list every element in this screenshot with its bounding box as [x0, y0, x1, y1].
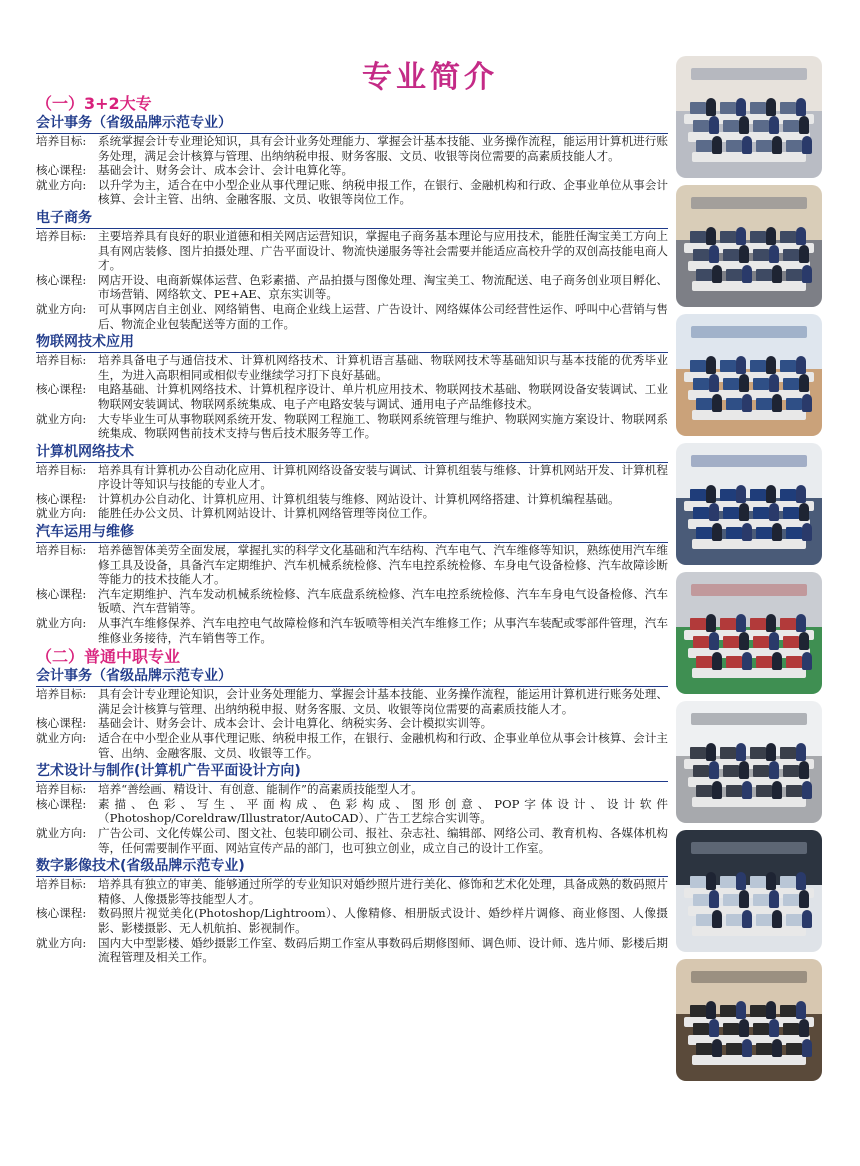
content-column: [36, 94, 668, 967]
info-row: [36, 463, 668, 492]
photo-person: [709, 503, 719, 521]
photo-monitor: [783, 636, 799, 648]
photo-monitor: [780, 360, 796, 372]
photo-monitor: [720, 360, 736, 372]
row-text: 电路基础、计算机网络技术、计算机程序设计、单片机应用技术、物联网技术基础、物联网设备安装调试、工业物联网安装调试、物联网系统集成、电子产电路安装与调试、通用电子产品维修技术。: [98, 382, 668, 411]
photo-monitor: [696, 140, 712, 152]
row-label: 就业方向:: [36, 301, 87, 316]
photo-monitor: [756, 527, 772, 539]
info-row: [36, 163, 668, 178]
photo-person: [739, 761, 749, 779]
photo-monitor: [690, 102, 706, 114]
major-heading: 会计事务（省级品牌示范专业）: [36, 114, 668, 134]
photo-banner: [691, 326, 808, 338]
photo-column: [676, 56, 822, 1088]
photo-banner: [691, 842, 808, 854]
row-text: 培养具有独立的审美、能够通过所学的专业知识对婚纱照片进行美化、修饰和艺术化处理，具备成熟的数码照片精修、人像摄影等技能型人才。: [98, 877, 668, 906]
photo-person: [772, 136, 782, 154]
photo-monitor: [690, 876, 706, 888]
photo-person: [709, 116, 719, 134]
photo-monitor: [690, 618, 706, 630]
photo-monitor: [720, 1005, 736, 1017]
photo-monitor: [786, 398, 802, 410]
major-heading: 物联网技术应用: [36, 333, 668, 353]
photo-person: [796, 356, 806, 374]
photo-monitor: [723, 507, 739, 519]
photo-person: [799, 503, 809, 521]
row-label: 培养目标:: [36, 134, 87, 148]
major-heading: 会计事务（省级品牌示范专业）: [36, 667, 668, 687]
photo-monitor: [726, 140, 742, 152]
photo-monitor: [723, 636, 739, 648]
row-text: 数码照片视觉美化(Photoshop/Lightroom）、人像精修、相册版式设计、婚纱样片调修、商业修图、人像摄影、影楼摄影、无人机航拍、影视制作。: [98, 906, 668, 935]
photo-monitor: [753, 378, 769, 390]
photo-monitor: [693, 636, 709, 648]
photo-person: [799, 632, 809, 650]
info-row: [36, 687, 668, 716]
photo-banner: [691, 584, 808, 596]
info-row: [36, 731, 668, 760]
photo-person: [772, 1039, 782, 1057]
info-row: [36, 492, 668, 507]
photo-monitor: [720, 747, 736, 759]
page-title: 专业简介: [362, 60, 498, 95]
photo-person: [712, 523, 722, 541]
info-row: [36, 877, 668, 906]
row-label: 核心课程:: [36, 796, 87, 811]
photo-person: [712, 1039, 722, 1057]
photo-monitor: [780, 489, 796, 501]
info-row: [36, 178, 668, 207]
photo-person: [736, 227, 746, 245]
info-row: [36, 797, 668, 826]
row-text: 从事汽车维修保养、汽车电控电气故障检修和汽车钣喷等相关汽车维修工作；从事汽车装配或零部件管理，汽车维修业务接待，汽车销售等工作。: [98, 616, 668, 645]
row-label: 核心课程:: [36, 163, 87, 178]
photo-monitor: [696, 1043, 712, 1055]
photo-person: [766, 614, 776, 632]
photo-monitor: [693, 249, 709, 261]
info-row: [36, 587, 668, 616]
photo-monitor: [720, 876, 736, 888]
photo-person: [712, 910, 722, 928]
photo-person: [769, 245, 779, 263]
row-text: 计算机办公自动化、计算机应用、计算机组装与维修、网站设计、计算机网络搭建、计算机编程基础。: [98, 491, 620, 506]
major-heading: 艺术设计与制作(计算机广告平面设计方向): [36, 762, 668, 782]
photo-monitor: [696, 398, 712, 410]
network-lab-photo-icon: [676, 443, 822, 565]
photo-monitor: [750, 489, 766, 501]
row-text: 主要培养具有良好的职业道德和相关网店运营知识，掌握电子商务基本理论与应用技术，能胜任淘宝美工方向上具有网店装修、图片拍摄处理、广告平面设计、物流快递服务等社会需要并能适应高校升学的双创高技能电商人才。: [98, 228, 668, 273]
photo-monitor: [723, 1023, 739, 1035]
photo-person: [709, 632, 719, 650]
photo-monitor: [720, 102, 736, 114]
photo-monitor: [780, 102, 796, 114]
photo-person: [769, 1019, 779, 1037]
row-label: 就业方向:: [36, 411, 87, 426]
photo-monitor: [753, 1023, 769, 1035]
photo-monitor: [726, 1043, 742, 1055]
photo-person: [736, 1001, 746, 1019]
row-label: 核心课程:: [36, 382, 87, 397]
photo-banner: [691, 197, 808, 209]
photo-monitor: [756, 398, 772, 410]
photo-monitor: [696, 527, 712, 539]
row-text: 可从事网店自主创业、网络销售、电商企业线上运营、广告设计、网络媒体公司经营性运作、呼叫中心营销与售后、物流企业包装配送等方面的工作。: [98, 301, 668, 331]
row-label: 核心课程:: [36, 491, 87, 506]
row-label: 核心课程:: [36, 272, 87, 287]
row-label: 就业方向:: [36, 935, 87, 950]
photo-monitor: [696, 914, 712, 926]
photo-person: [736, 356, 746, 374]
photo-monitor: [756, 269, 772, 281]
photo-monitor: [693, 507, 709, 519]
photo-person: [766, 872, 776, 890]
computer-lab-photo-icon: [676, 185, 822, 307]
photo-monitor: [690, 360, 706, 372]
info-row: [36, 936, 668, 965]
info-row: [36, 412, 668, 441]
accounting-lab-photo-icon: [676, 701, 822, 823]
photo-monitor: [786, 140, 802, 152]
photo-monitor: [786, 527, 802, 539]
photo-monitor: [720, 618, 736, 630]
photo-monitor: [786, 1043, 802, 1055]
photo-person: [742, 523, 752, 541]
photo-person: [736, 743, 746, 761]
row-label: 就业方向:: [36, 616, 87, 631]
row-text: 基础会计、财务会计、成本会计、会计电算化、纳税实务、会计模拟实训等。: [98, 716, 493, 731]
photo-monitor: [783, 507, 799, 519]
photo-monitor: [753, 636, 769, 648]
row-text: 培养具备电子与通信技术、计算机网络技术、计算机语言基础、物联网技术等基础知识与基本技能的优秀毕业生，为进入高职相同或相似专业继续学习打下良好基础。: [98, 353, 668, 382]
row-text: 基础会计、财务会计、成本会计、会计电算化等。: [98, 163, 354, 178]
photo-monitor: [696, 656, 712, 668]
photo-monitor: [726, 785, 742, 797]
photo-monitor: [750, 360, 766, 372]
photo-monitor: [723, 765, 739, 777]
photo-person: [769, 116, 779, 134]
photo-monitor: [783, 1023, 799, 1035]
row-text: 培养德智体美劳全面发展，掌握扎实的科学文化基础和汽车结构、汽车电气、汽车维修等知识，熟练使用汽车维修工具及设备，具备汽车定期维护、汽车机械系统检修、汽车电控系统检修、车身电气设备检修、汽车故障诊断等能力的技术技能人才。: [98, 543, 668, 587]
photo-person: [709, 1019, 719, 1037]
info-row: [36, 826, 668, 855]
photo-monitor: [750, 876, 766, 888]
photo-monitor: [723, 120, 739, 132]
photo-person: [796, 1001, 806, 1019]
row-text: 具有会计专业理论知识，会计业务处理能力、掌握会计基本技能、业务操作流程，能运用计算机进行账务处理、满足会计核算与管理、出纳纳税申报、财务客服、文员、收银等岗位需要的高素质技能人才。: [98, 687, 668, 716]
photo-person: [742, 394, 752, 412]
info-row: [36, 616, 668, 645]
photo-monitor: [690, 747, 706, 759]
photo-person: [802, 652, 812, 670]
photo-person: [739, 374, 749, 392]
row-label: 培养目标:: [36, 353, 87, 368]
info-row: [36, 273, 668, 302]
photo-person: [772, 394, 782, 412]
photo-monitor: [726, 398, 742, 410]
photo-person: [766, 485, 776, 503]
info-row: [36, 353, 668, 382]
design-lab-photo-icon: [676, 830, 822, 952]
photo-monitor: [750, 747, 766, 759]
info-row: [36, 716, 668, 731]
row-label: 核心课程:: [36, 716, 87, 731]
photo-person: [709, 374, 719, 392]
photo-person: [802, 781, 812, 799]
row-label: 就业方向:: [36, 506, 87, 521]
photo-monitor: [786, 656, 802, 668]
photo-person: [712, 265, 722, 283]
section-heading: （二）普通中职专业: [36, 647, 181, 667]
photo-monitor: [756, 914, 772, 926]
info-row: [36, 506, 668, 521]
photo-person: [772, 781, 782, 799]
photo-person: [766, 227, 776, 245]
photo-person: [739, 503, 749, 521]
photo-monitor: [756, 140, 772, 152]
row-label: 培养目标:: [36, 782, 87, 797]
photo-person: [799, 761, 809, 779]
row-text: 大专毕业生可从事物联网系统开发、物联网工程施工、物联网系统管理与维护、物联网实施方案设计、物联网系统集成、物联网售前技术支持与售后技术服务等工作。: [98, 411, 668, 441]
photo-monitor: [690, 1005, 706, 1017]
photo-person: [769, 761, 779, 779]
photo-monitor: [690, 489, 706, 501]
photo-person: [742, 1039, 752, 1057]
photo-monitor: [723, 894, 739, 906]
photo-monitor: [726, 269, 742, 281]
photo-person: [739, 116, 749, 134]
row-label: 就业方向:: [36, 177, 87, 192]
photo-person: [766, 98, 776, 116]
photo-person: [802, 1039, 812, 1057]
photo-monitor: [786, 269, 802, 281]
photo-banner: [691, 971, 808, 983]
photo-person: [709, 890, 719, 908]
row-label: 培养目标:: [36, 543, 87, 558]
photo-person: [706, 98, 716, 116]
photo-person: [802, 265, 812, 283]
row-text: 培养具有计算机办公自动化应用、计算机网络设备安装与调试、计算机组装与维修、计算机网站开发、计算机程序设计等知识与技能的专业人才。: [98, 462, 668, 492]
row-label: 就业方向:: [36, 825, 87, 840]
photo-person: [769, 374, 779, 392]
info-row: [36, 906, 668, 935]
photo-monitor: [783, 765, 799, 777]
photo-monitor: [780, 747, 796, 759]
photo-person: [739, 245, 749, 263]
classroom-photo-icon: [676, 56, 822, 178]
photo-person: [772, 910, 782, 928]
photo-person: [802, 523, 812, 541]
info-row: [36, 382, 668, 411]
photo-person: [706, 614, 716, 632]
photo-monitor: [780, 876, 796, 888]
photo-person: [772, 265, 782, 283]
photo-person: [706, 1001, 716, 1019]
photo-person: [796, 227, 806, 245]
row-label: 核心课程:: [36, 586, 87, 601]
photo-monitor: [693, 1023, 709, 1035]
photo-monitor: [726, 527, 742, 539]
photo-monitor: [783, 378, 799, 390]
photo-person: [742, 910, 752, 928]
photo-banner: [691, 68, 808, 80]
photo-person: [709, 761, 719, 779]
photo-monitor: [750, 102, 766, 114]
photo-monitor: [753, 120, 769, 132]
photo-person: [736, 872, 746, 890]
info-row: [36, 134, 668, 163]
photo-monitor: [693, 378, 709, 390]
photo-person: [799, 245, 809, 263]
section-heading: （一）3+2大专: [36, 94, 152, 113]
photo-banner: [691, 713, 808, 725]
photo-studio-photo-icon: [676, 959, 822, 1081]
photo-person: [712, 394, 722, 412]
photo-monitor: [693, 894, 709, 906]
photo-person: [796, 98, 806, 116]
photo-person: [769, 503, 779, 521]
photo-person: [742, 652, 752, 670]
photo-person: [766, 743, 776, 761]
photo-person: [742, 265, 752, 283]
photo-monitor: [750, 618, 766, 630]
photo-monitor: [726, 656, 742, 668]
photo-monitor: [783, 249, 799, 261]
photo-monitor: [780, 231, 796, 243]
iot-lab-photo-icon: [676, 314, 822, 436]
row-label: 培养目标:: [36, 877, 87, 892]
photo-monitor: [786, 785, 802, 797]
photo-person: [772, 523, 782, 541]
photo-monitor: [750, 1005, 766, 1017]
row-text: 能胜任办公文员、计算机网站设计、计算机网络管理等岗位工作。: [98, 506, 435, 521]
photo-monitor: [753, 249, 769, 261]
major-heading: 计算机网络技术: [36, 443, 668, 463]
row-text: 系统掌握会计专业理论知识，具有会计业务处理能力、掌握会计基本技能、业务操作流程，能运用计算机进行账务处理，满足会计核算与管理、出纳纳税申报、财务客服、文员、收银等岗位需要的高素质技能人才。: [98, 134, 668, 163]
row-text: 国内大中型影楼、婚纱摄影工作室、数码后期工作室从事数码后期修图师、调色师、设计师、选片师、影楼后期流程管理及相关工作。: [98, 935, 668, 965]
photo-person: [796, 872, 806, 890]
photo-person: [706, 743, 716, 761]
row-text: 汽车定期维护、汽车发动机械系统检修、汽车底盘系统检修、汽车电控系统检修、汽车车身电气设备检修、汽车钣喷、汽车营销等。: [98, 586, 668, 616]
photo-monitor: [690, 231, 706, 243]
info-row: [36, 543, 668, 587]
photo-person: [799, 890, 809, 908]
row-label: 培养目标:: [36, 687, 87, 702]
spacer: [36, 965, 668, 967]
photo-person: [802, 394, 812, 412]
photo-monitor: [783, 894, 799, 906]
row-label: 就业方向:: [36, 731, 87, 745]
photo-person: [706, 356, 716, 374]
photo-person: [802, 136, 812, 154]
photo-person: [739, 1019, 749, 1037]
row-text: 以升学为主，适合在中小型企业从事代理记账、纳税申报工作，在银行、金融机构和行政、企事业单位从事会计核算、会计主管、出纳、金融客服、文员、收银等岗位工作。: [98, 177, 668, 207]
photo-monitor: [753, 507, 769, 519]
photo-person: [742, 781, 752, 799]
row-text: 培养“善绘画、精设计、有创意、能制作”的高素质技能型人才。: [98, 782, 423, 797]
photo-monitor: [753, 894, 769, 906]
photo-monitor: [780, 1005, 796, 1017]
photo-monitor: [693, 120, 709, 132]
info-row: [36, 229, 668, 273]
photo-monitor: [696, 269, 712, 281]
row-text: 广告公司、文化传媒公司、图文社、包装印刷公司、报社、杂志社、编辑部、网络公司、教育机构、各媒体机构等，任何需要制作平面、网站宣传产品的部门，也可独立创业，成立自己的设计工作室。: [98, 825, 668, 855]
photo-banner: [691, 455, 808, 467]
photo-person: [709, 245, 719, 263]
row-text: 素描、色彩、写生、平面构成、色彩构成、图形创意、POP字体设计、设计软件（Photoshop/Coreldraw/Illustrator/AutoCAD）、广告工艺综合实训等。: [98, 796, 668, 826]
photo-person: [766, 1001, 776, 1019]
photo-person: [796, 485, 806, 503]
photo-monitor: [693, 765, 709, 777]
photo-person: [769, 890, 779, 908]
photo-person: [799, 1019, 809, 1037]
photo-monitor: [753, 765, 769, 777]
photo-person: [796, 614, 806, 632]
auto-workshop-photo-icon: [676, 572, 822, 694]
photo-person: [769, 632, 779, 650]
row-text: 网店开设、电商新媒体运营、色彩素描、产品拍摄与图像处理、淘宝美工、物流配送、电子商务创业项目孵化、市场营销、网络软文、PE+AE、京东实训等。: [98, 272, 668, 302]
photo-monitor: [780, 618, 796, 630]
photo-person: [706, 485, 716, 503]
photo-monitor: [726, 914, 742, 926]
row-label: 培养目标:: [36, 462, 87, 477]
photo-monitor: [696, 785, 712, 797]
photo-monitor: [756, 656, 772, 668]
info-row: [36, 302, 668, 331]
photo-monitor: [720, 231, 736, 243]
photo-monitor: [756, 785, 772, 797]
photo-monitor: [723, 378, 739, 390]
info-row: [36, 782, 668, 797]
photo-person: [742, 136, 752, 154]
photo-person: [766, 356, 776, 374]
major-heading: 电子商务: [36, 209, 668, 229]
photo-person: [706, 872, 716, 890]
major-heading: 数字影像技术(省级品牌示范专业): [36, 857, 668, 877]
photo-person: [802, 910, 812, 928]
photo-monitor: [756, 1043, 772, 1055]
row-label: 培养目标:: [36, 228, 87, 243]
row-label: 核心课程:: [36, 906, 87, 921]
photo-person: [796, 743, 806, 761]
photo-person: [772, 652, 782, 670]
photo-person: [712, 781, 722, 799]
photo-monitor: [723, 249, 739, 261]
row-text: 适合在中小型企业从事代理记账、纳税申报工作，在银行、金融机构和行政、企事业单位从事会计核算、会计主管、出纳、金融客服、文员、收银等工作。: [98, 731, 668, 760]
photo-person: [706, 227, 716, 245]
major-heading: 汽车运用与维修: [36, 523, 668, 543]
photo-person: [736, 614, 746, 632]
photo-monitor: [750, 231, 766, 243]
photo-person: [712, 652, 722, 670]
photo-person: [799, 374, 809, 392]
photo-person: [799, 116, 809, 134]
photo-person: [739, 890, 749, 908]
photo-monitor: [720, 489, 736, 501]
photo-person: [712, 136, 722, 154]
photo-monitor: [786, 914, 802, 926]
photo-monitor: [783, 120, 799, 132]
photo-person: [736, 485, 746, 503]
photo-person: [739, 632, 749, 650]
photo-person: [736, 98, 746, 116]
